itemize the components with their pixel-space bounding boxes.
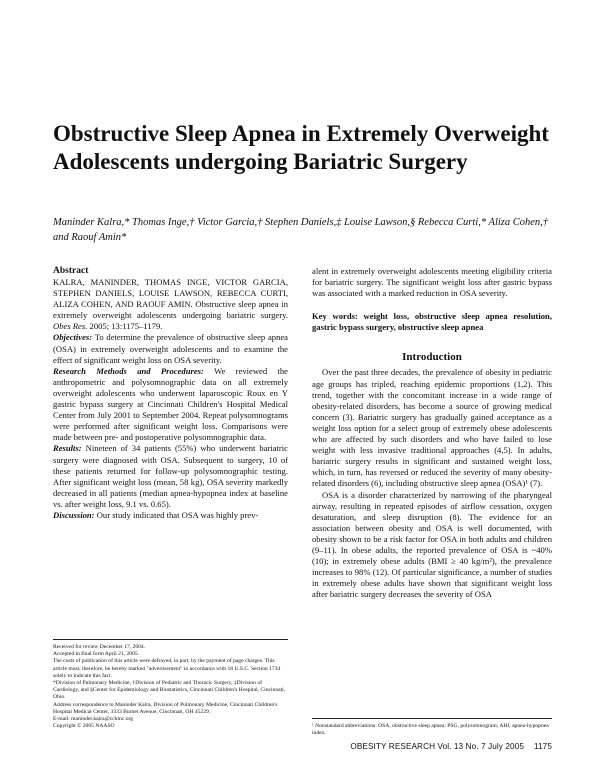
copyright-note: Copyright © 2005 NAASO bbox=[53, 723, 115, 730]
keywords-label: Key words: bbox=[312, 311, 358, 322]
author-list: Maninder Kalra,* Thomas Inge,† Victor Garcia,† Stephen Daniels,‡ Louise Lawson,§ Rebecca Curti,* Aliza Cohen,† and Raouf Amin* bbox=[53, 217, 549, 243]
objectives-text: To determine the prevalence of obstructive sleep apnea (OSA) in extremely overweight adolescents and to examine the effect of significant weight loss on OSA severity. bbox=[53, 332, 288, 365]
keywords bbox=[312, 311, 552, 333]
abstract-citation bbox=[53, 277, 288, 332]
article-notes bbox=[53, 639, 288, 730]
page-number: 1175 bbox=[533, 742, 552, 751]
results-text: Nineteen of 34 patients (55%) who underwent bariatric surgery were diagnosed with OSA. Subsequent to surgery, 10 of these patients returned for follow-up polysomnographic testing. After significant weight loss (mean, 58 kg), OSA severity markedly decreased in all patients (median apnea-hypopnea index at baseline vs. after weight loss, 9.1 vs. 0.65). bbox=[53, 443, 288, 509]
abbreviations-text: ¹ Nonstandard abbreviations: OSA, obstructive sleep apnea; PSG, polysomnogram; AHI, apnea-hypopnea index. bbox=[312, 723, 549, 737]
discussion-text-left: Our study indicated that OSA was highly prev- bbox=[94, 509, 259, 520]
results-label: Results: bbox=[53, 443, 82, 454]
right-column bbox=[312, 266, 552, 600]
abstract-objectives bbox=[53, 332, 288, 365]
objectives-label: Objectives: bbox=[53, 332, 93, 343]
publication-cost-note: The costs of publication of this article were defrayed, in part, by the payment of page charges. This article must, therefore, be hereby marked "advertisement" in accordance with 18 U.S.C. Section 1734 solely to indicate this fact. bbox=[53, 658, 281, 679]
citation-tail: 2005; 13:1175–1179. bbox=[87, 321, 163, 332]
keywords-text: weight loss, obstructive sleep apnea resolution, gastric bypass surgery, obstructive sleep apnea bbox=[312, 311, 552, 333]
methods-label: Research Methods and Procedures: bbox=[53, 365, 204, 376]
citation-journal: Obes Res. bbox=[53, 321, 88, 332]
discussion-label: Discussion: bbox=[53, 509, 95, 520]
abstract-results bbox=[53, 443, 288, 510]
email-note: E-mail: maninder.kalra@cchmc.org bbox=[53, 716, 134, 723]
abstract-discussion bbox=[53, 510, 288, 521]
intro-paragraph-2: OSA is a disorder characterized by narrowing of the pharyngeal airway, resulting in repeated episodes of airflow cessation, oxygen desaturation, and sleep disruption (8). The evidence for an association between obesity and OSA is well documented, with obesity shown to be a risk factor for OSA in both adults and children (9–11). In obese adults, the reported prevalence of OSA is ~40% (10); in extremely obese adults (BMI ≥ 40 kg/m²), the prevalence increases to 98% (12). Of particular significance, a number of studies in extremely obese adults have shown that significant weight loss after bariatric surgery decreases the severity of OSA bbox=[312, 489, 552, 600]
received-note: Received for review December 17, 2004. bbox=[53, 644, 146, 650]
abstract-heading: Abstract bbox=[53, 266, 89, 276]
running-footer bbox=[300, 742, 552, 751]
methods-text: We reviewed the anthropometric and polysomnographic data on all extremely overweight adolescents who underwent laparoscopic Roux en Y gastric bypass surgery at Cincinnati Children's Hospital Medical Center from July 2001 to September 2004. Repeat polysomnograms were performed after significant weight loss. Comparisons were made between pre- and postoperative polysomnographic data. bbox=[53, 365, 288, 443]
left-column bbox=[53, 266, 288, 521]
affiliations-note: *Division of Pulmonary Medicine, †Division of Pediatric and Thoracic Surgery, ‡Division of Cardiology, and §Center for Epidemiology and Biostatistics, Cincinnati Children's Hospital, Cincinnati, Ohio. bbox=[53, 680, 286, 701]
abbreviations-footnote bbox=[312, 718, 552, 737]
correspondence-note: Address correspondence to Maninder Kalra, Division of Pulmonary Medicine, Cincinnati Children's Hospital Medical Center, 3333 Burnet Avenue, Cincinnati, OH 45229. bbox=[53, 701, 278, 715]
abstract-methods bbox=[53, 366, 288, 444]
introduction-heading: Introduction bbox=[402, 351, 462, 364]
accepted-note: Accepted in final form April 21, 2005. bbox=[53, 651, 140, 658]
article-title: Obstructive Sleep Apnea in Extremely Overweight Adolescents undergoing Bariatric Surgery bbox=[53, 121, 549, 174]
journal-issue: OBESITY RESEARCH Vol. 13 No. 7 July 2005 bbox=[350, 742, 524, 751]
intro-paragraph-1: Over the past three decades, the prevalence of obesity in pediatric age groups has tripled, reaching epidemic proportions (1,2). This trend, together with the concomitant increase in a wide range of obesity-related disorders, has become a source of growing medical concern (3). Bariatric surgery has gradually gained acceptance as a weight loss option for a select group of extremely obese adolescents who are affected by such disorders and who have failed to lose weight with less invasive traditional approaches (4,5). In adults, bariatric surgery results in significant and sustained weight loss, which, in turn, has reversed or reduced the severity of many obesity-related disorders (6), including obstructive sleep apnea (OSA)¹ (7). bbox=[312, 367, 552, 489]
citation-text: Obstructive sleep apnea in extremely overweight adolescents undergoing bariatric surgery. bbox=[53, 299, 288, 321]
abstract-discussion-continued: alent in extremely overweight adolescents meeting eligibility criteria for bariatric surgery. The significant weight loss after gastric bypass was associated with a marked reduction in OSA severity. bbox=[312, 266, 552, 299]
citation-authors: KALRA, MANINDER, THOMAS INGE, VICTOR GARCIA, STEPHEN DANIELS, LOUISE LAWSON, REBECCA CURTI, ALIZA COHEN, AND RAOUF AMIN. bbox=[53, 277, 288, 310]
